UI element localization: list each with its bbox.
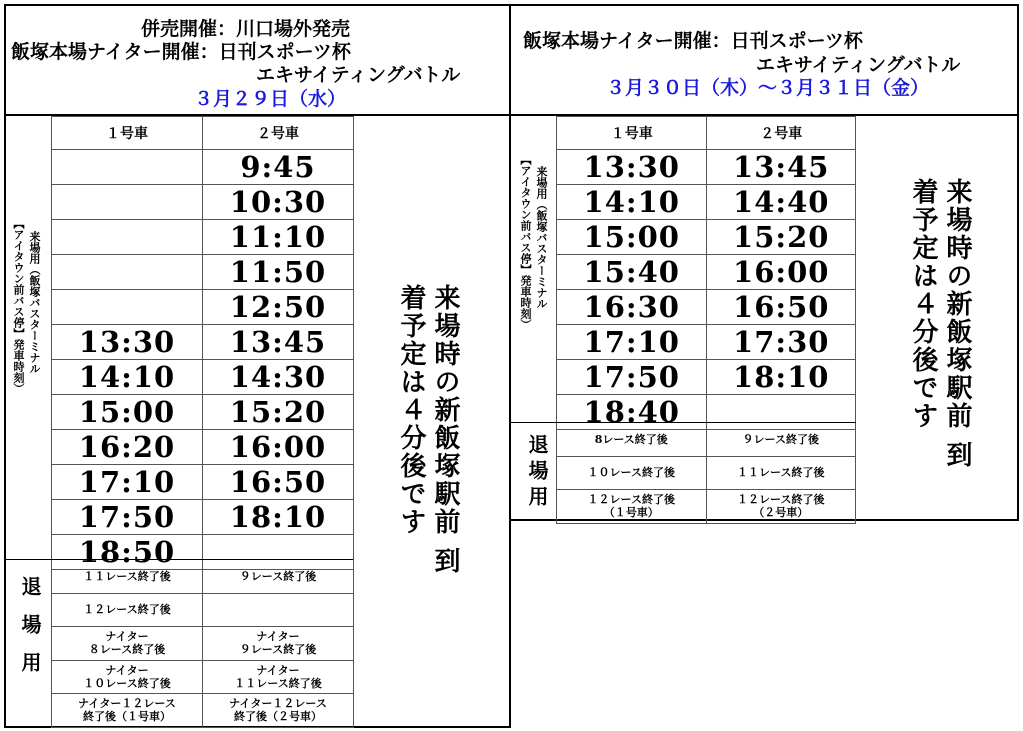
schedule-panel-0329 (4, 4, 511, 728)
departure-time: 14:10 (557, 185, 707, 220)
departure-time (52, 185, 203, 220)
departure-time: 14:30 (203, 360, 354, 395)
return-condition: 8レース終了後 (557, 423, 707, 457)
return-condition: ９レース終了後 (706, 423, 856, 457)
side-label-sub: 【アイタウン前バス停】発車時刻） (12, 218, 25, 394)
departure-time: 16:50 (203, 465, 354, 500)
col-car2: ２号車 (707, 117, 856, 150)
return-condition: １０レース終了後 (557, 456, 707, 490)
departure-time: 17:10 (557, 325, 707, 360)
header-line-1: 飯塚本場ナイター開催：日刊スポーツ杯 (523, 30, 863, 52)
return-condition: １２レース終了後 （２号車） (706, 490, 856, 524)
table-row (52, 150, 354, 185)
departure-time: 16:20 (52, 430, 203, 465)
table-row (52, 255, 354, 290)
return-condition: ナイター ９レース終了後 (203, 627, 354, 661)
table-row (52, 694, 354, 728)
table-row (557, 220, 856, 255)
table-row (557, 360, 856, 395)
panel-header (511, 6, 1017, 116)
departure-time: 12:50 (203, 290, 354, 325)
return-condition: １２レース終了後 (52, 593, 203, 627)
arrival-note: 来場時の新飯塚駅前 到着予定は４分後です (396, 284, 460, 576)
departure-time: 16:00 (203, 430, 354, 465)
header-line-3: エキサイティングバトル (256, 64, 461, 86)
table-row (557, 423, 856, 457)
departure-time: 16:30 (557, 290, 707, 325)
departure-time: 14:10 (52, 360, 203, 395)
departure-time (52, 290, 203, 325)
divider (511, 422, 856, 423)
departure-time: 18:50 (52, 535, 203, 570)
return-condition: ナイター ８レース終了後 (52, 627, 203, 661)
departure-time (52, 255, 203, 290)
table-row (557, 255, 856, 290)
return-label: 退場用 (525, 434, 549, 512)
departure-time: 16:50 (707, 290, 856, 325)
arrival-table (556, 116, 856, 430)
table-row (52, 465, 354, 500)
table-row (52, 560, 354, 594)
header-line-1: 併売開催：川口場外発売 (141, 18, 351, 40)
departure-time: 17:50 (557, 360, 707, 395)
return-table (51, 559, 354, 728)
col-car1: １号車 (557, 117, 707, 150)
col-car1: １号車 (52, 117, 203, 150)
departure-time: 18:10 (203, 500, 354, 535)
return-condition: ナイター １１レース終了後 (203, 660, 354, 694)
table-row (52, 185, 354, 220)
table-row (52, 395, 354, 430)
table-row (557, 325, 856, 360)
departure-time (52, 150, 203, 185)
return-condition: ナイター １０レース終了後 (52, 660, 203, 694)
return-table (556, 422, 856, 524)
table-row (52, 325, 354, 360)
table-row (557, 290, 856, 325)
return-condition: ナイター１２レース 終了後（２号車） (203, 694, 354, 728)
departure-time: 14:40 (707, 185, 856, 220)
return-condition (203, 593, 354, 627)
departure-time (52, 220, 203, 255)
schedule-panel-0330-0331 (509, 4, 1019, 521)
table-row (52, 660, 354, 694)
table-row (557, 490, 856, 524)
table-row (557, 456, 856, 490)
side-label-main: 来場用（飯塚バスターミナル (28, 231, 41, 374)
header-line-2: エキサイティングバトル (756, 54, 961, 76)
table-row (557, 185, 856, 220)
event-date: ３月３０日（木）～３月３１日（金） (606, 77, 930, 99)
table-row (52, 220, 354, 255)
departure-time: 15:20 (203, 395, 354, 430)
departure-time: 15:20 (707, 220, 856, 255)
return-condition: ９レース終了後 (203, 560, 354, 594)
departure-time: 17:10 (52, 465, 203, 500)
departure-time: 11:50 (203, 255, 354, 290)
arrival-note: 来場時の新飯塚駅前 到着予定は４分後です (908, 178, 972, 470)
departure-time: 13:45 (203, 325, 354, 360)
return-label: 退場用 (18, 576, 42, 690)
panel-header (6, 6, 509, 116)
divider (6, 559, 353, 560)
table-row (52, 290, 354, 325)
departure-time: 17:30 (707, 325, 856, 360)
departure-time: 15:00 (52, 395, 203, 430)
arrival-table (51, 116, 354, 570)
departure-time: 17:50 (52, 500, 203, 535)
table-row (52, 593, 354, 627)
side-label-main: 来場用（飯塚バスターミナル (535, 166, 548, 309)
departure-time: 11:10 (203, 220, 354, 255)
header-line-2: 飯塚本場ナイター開催：日刊スポーツ杯 (11, 41, 351, 63)
table-row (52, 360, 354, 395)
departure-time: 13:45 (707, 150, 856, 185)
departure-time: 18:10 (707, 360, 856, 395)
departure-time: 15:40 (557, 255, 707, 290)
side-label-sub: 【アイタウン前バス停】発車時刻） (519, 154, 532, 330)
col-car2: ２号車 (203, 117, 354, 150)
table-row (557, 150, 856, 185)
table-row (52, 500, 354, 535)
return-condition: １２レース終了後 （１号車） (557, 490, 707, 524)
table-row (52, 627, 354, 661)
departure-time: 18:40 (557, 395, 707, 430)
event-date: ３月２９日（水） (194, 88, 347, 110)
table-row (52, 430, 354, 465)
return-condition: １１レース終了後 (52, 560, 203, 594)
departure-time: 13:30 (557, 150, 707, 185)
return-condition: １１レース終了後 (706, 456, 856, 490)
return-condition: ナイター１２レース 終了後（１号車） (52, 694, 203, 728)
departure-time: 13:30 (52, 325, 203, 360)
departure-time: 15:00 (557, 220, 707, 255)
departure-time: 9:45 (203, 150, 354, 185)
departure-time: 16:00 (707, 255, 856, 290)
departure-time: 10:30 (203, 185, 354, 220)
